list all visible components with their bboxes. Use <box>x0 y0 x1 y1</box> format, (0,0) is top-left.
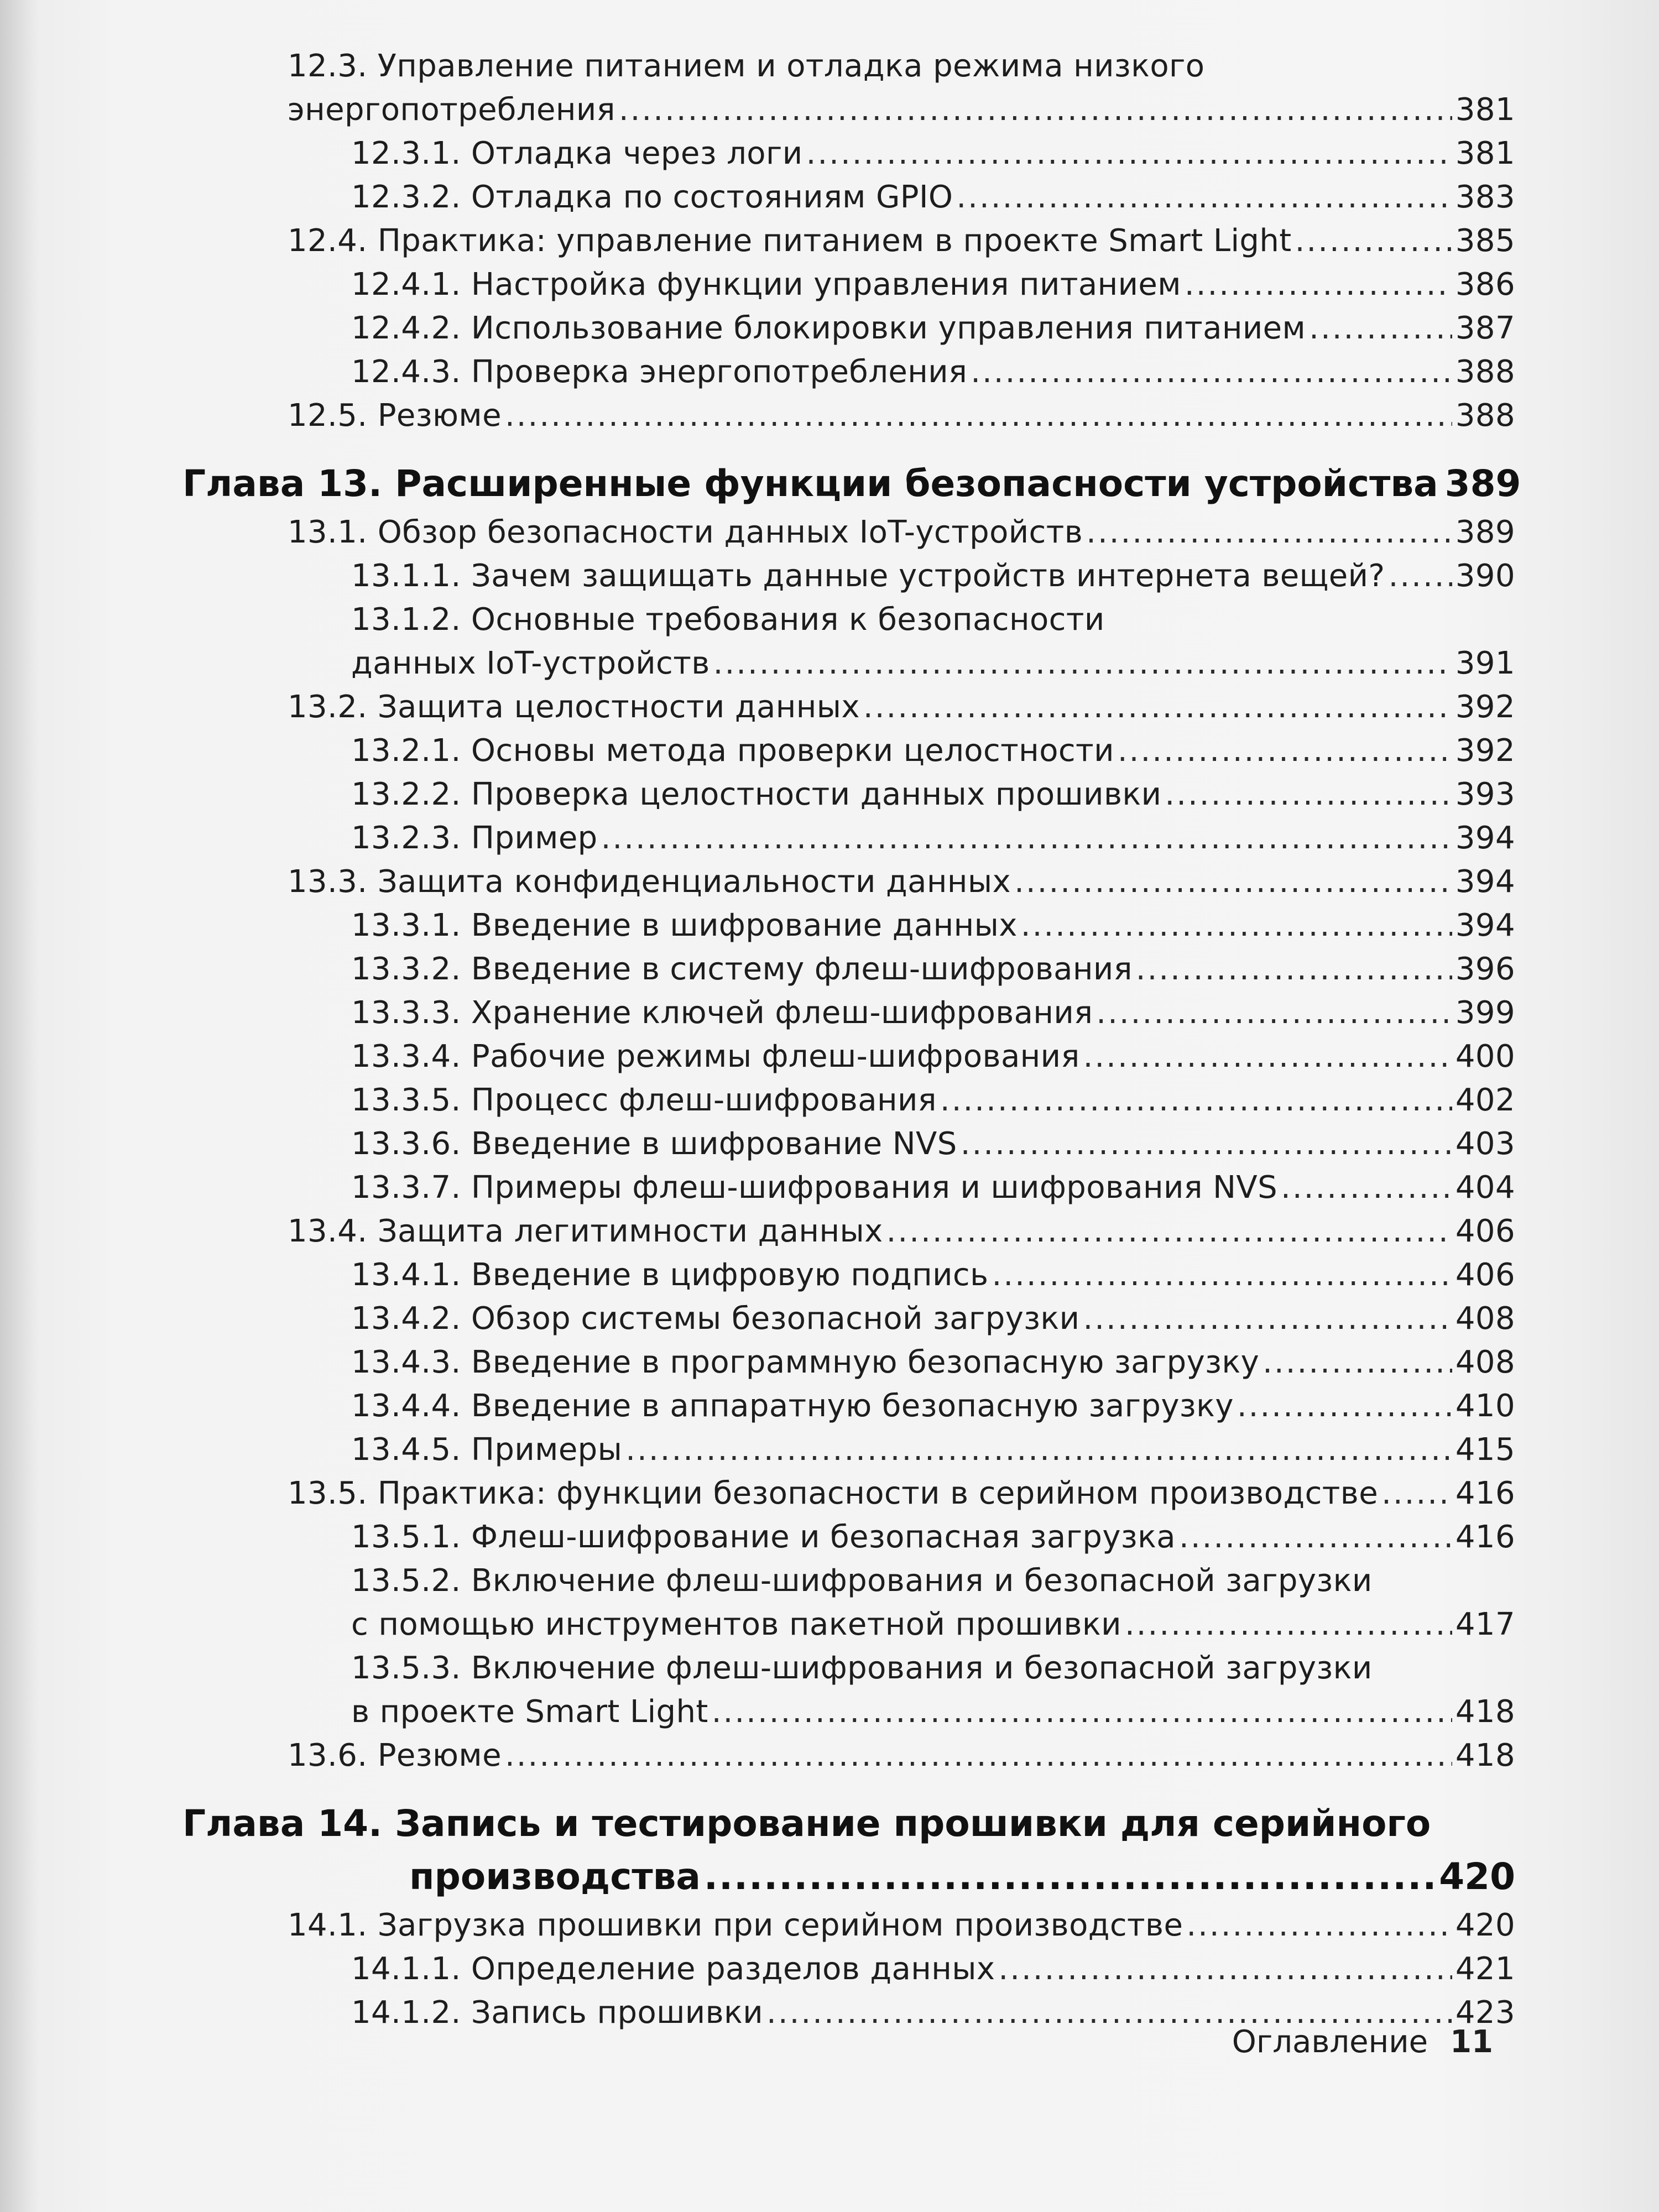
toc-entry-title: 13.1.1. Зачем защищать данные устройств интернета вещей? <box>351 558 1385 594</box>
toc-entry-12-3-2 <box>182 175 1515 219</box>
toc-page-number: 389 <box>1444 462 1521 505</box>
toc-entry-title: 13.5.1. Флеш-шифрование и безопасная загрузка <box>351 1519 1176 1555</box>
toc-entry-title: 13.4. Защита легитимности данных <box>288 1213 883 1249</box>
toc-chapter-title: Глава 13. Расширенные функции безопасности устройства <box>182 462 1438 505</box>
toc-leader-dots <box>1165 773 1452 816</box>
toc-entry-13-3-6 <box>182 1122 1515 1166</box>
toc-page-number: 394 <box>1455 820 1515 856</box>
toc-entry-13-5 <box>182 1472 1515 1515</box>
toc-leader-dots <box>1381 1472 1452 1515</box>
toc-page-number: 390 <box>1455 558 1515 594</box>
toc-entry-13-3-1 <box>182 904 1515 947</box>
toc-leader-dots <box>704 1850 1436 1903</box>
toc-page-number: 388 <box>1455 398 1515 434</box>
toc-entry-title: 13.1.2. Основные требования к безопасности <box>351 602 1105 638</box>
toc-leader-dots <box>1083 1297 1452 1340</box>
toc-chapter-title: Глава 14. Запись и тестирование прошивки для серийного <box>182 1802 1431 1845</box>
toc-page-number: 404 <box>1455 1170 1515 1206</box>
toc-entry-title: 13.4.4. Введение в аппаратную безопасную загрузку <box>351 1388 1234 1424</box>
toc-entry-title: 14.1. Загрузка прошивки при серийном производстве <box>288 1907 1183 1943</box>
toc-entry-title: 13.2.2. Проверка целостности данных прошивки <box>351 776 1162 812</box>
toc-entry-13-2-3 <box>182 816 1515 860</box>
toc-leader-dots <box>1179 1515 1452 1559</box>
page-edge-shadow <box>0 0 39 2212</box>
page-number: 11 <box>1450 2024 1493 2060</box>
toc-entry-13-4-2 <box>182 1297 1515 1340</box>
toc-entry-13-1 <box>182 510 1515 554</box>
toc-page-number: 388 <box>1455 354 1515 390</box>
toc-leader-dots <box>713 641 1452 685</box>
toc-page-number: 389 <box>1455 514 1515 550</box>
toc-page-number: 418 <box>1455 1694 1515 1730</box>
toc-entry-title: 13.3.7. Примеры флеш-шифрования и шифрования NVS <box>351 1170 1278 1206</box>
toc-entry-title: 13.3.2. Введение в систему флеш-шифрования <box>351 951 1133 987</box>
toc-page-number: 394 <box>1455 907 1515 943</box>
toc-page-number: 423 <box>1455 1995 1515 2031</box>
toc-entry-title: 13.2.1. Основы метода проверки целостности <box>351 733 1114 769</box>
toc-page-number: 392 <box>1455 689 1515 725</box>
toc-page-number: 406 <box>1455 1257 1515 1293</box>
toc-page-number: 400 <box>1455 1039 1515 1074</box>
toc-chapter-title: производства <box>409 1855 701 1898</box>
toc-page-number: 410 <box>1455 1388 1515 1424</box>
toc-page-number: 385 <box>1455 223 1515 259</box>
toc-entry-13-5-3-line1 <box>182 1646 1515 1690</box>
toc-page-number: 403 <box>1455 1126 1515 1162</box>
toc-chapter-14 <box>182 1850 1515 1903</box>
toc-leader-dots <box>1262 1340 1452 1384</box>
toc-leader-dots <box>619 88 1452 132</box>
toc-page-number: 396 <box>1455 951 1515 987</box>
toc-page-number: 408 <box>1455 1301 1515 1337</box>
toc-entry-title: 13.5.2. Включение флеш-шифрования и безопасной загрузки <box>351 1563 1373 1599</box>
toc-entry-title: 12.4. Практика: управление питанием в проекте Smart Light <box>288 223 1292 259</box>
toc-entry-title: 12.5. Резюме <box>288 398 502 434</box>
toc-leader-dots <box>1281 1166 1452 1209</box>
toc-leader-dots <box>961 1122 1452 1166</box>
toc-page-number: 381 <box>1455 92 1515 128</box>
toc-page-number: 383 <box>1455 179 1515 215</box>
toc-entry-12-4-2 <box>182 306 1515 350</box>
toc-entry-title: 13.3. Защита конфиденциальности данных <box>288 864 1011 900</box>
toc-entry-13-5-2 <box>182 1603 1515 1646</box>
toc-leader-dots <box>625 1428 1452 1472</box>
toc-leader-dots <box>505 394 1452 437</box>
toc-entry-12-3-1 <box>182 132 1515 175</box>
toc-leader-dots <box>712 1690 1452 1734</box>
toc-leader-dots <box>1389 554 1452 598</box>
toc-page-number: 408 <box>1455 1344 1515 1380</box>
toc-page-number: 406 <box>1455 1213 1515 1249</box>
toc-entry-title: 13.4.5. Примеры <box>351 1432 623 1468</box>
toc-leader-dots <box>1309 306 1452 350</box>
toc-leader-dots <box>601 816 1452 860</box>
toc-entry-12-4-3 <box>182 350 1515 394</box>
toc-entry-title: 12.3.1. Отладка через логи <box>351 135 803 171</box>
toc-page-number: 416 <box>1455 1519 1515 1555</box>
toc-leader-dots <box>1021 904 1452 947</box>
toc-entry-title: с помощью инструментов пакетной прошивки <box>351 1606 1121 1642</box>
toc-entry-title: 12.4.3. Проверка энергопотребления <box>351 354 968 390</box>
toc-entry-title: 13.3.6. Введение в шифрование NVS <box>351 1126 957 1162</box>
toc-leader-dots <box>1118 729 1452 773</box>
toc-leader-dots <box>940 1078 1452 1122</box>
toc-page-number: 392 <box>1455 733 1515 769</box>
toc-entry-13-3 <box>182 860 1515 904</box>
toc-leader-dots <box>992 1253 1452 1297</box>
toc-leader-dots <box>1096 991 1452 1035</box>
toc-entry-12-3 <box>182 88 1515 132</box>
toc-entry-13-2-2 <box>182 773 1515 816</box>
toc-chapter-13 <box>182 457 1521 510</box>
toc-page-number: 402 <box>1455 1082 1515 1118</box>
toc-entry-title: 13.3.1. Введение в шифрование данных <box>351 907 1018 943</box>
toc-entry-13-5-2-line1 <box>182 1559 1515 1603</box>
toc-entry-13-6 <box>182 1734 1515 1777</box>
toc-entry-13-2 <box>182 685 1515 729</box>
toc-entry-12-3-line1 <box>182 44 1515 88</box>
running-footer-title: Оглавление <box>1232 2024 1428 2060</box>
toc-entry-13-3-4 <box>182 1035 1515 1078</box>
toc-entry-13-3-7 <box>182 1166 1515 1209</box>
toc-leader-dots <box>863 685 1452 729</box>
toc-entry-title: 13.3.5. Процесс флеш-шифрования <box>351 1082 937 1118</box>
toc-entry-title: 12.4.1. Настройка функции управления питанием <box>351 267 1181 302</box>
toc-entry-13-1-2 <box>182 641 1515 685</box>
toc-entry-title: данных IoT-устройств <box>351 645 710 681</box>
toc-entry-title: 12.3. Управление питанием и отладка режима низкого <box>288 48 1205 84</box>
toc-entry-title: 13.5. Практика: функции безопасности в серийном производстве <box>288 1475 1379 1511</box>
toc-entry-12-4-1 <box>182 263 1515 306</box>
toc-entry-13-3-5 <box>182 1078 1515 1122</box>
toc-page-number: 421 <box>1455 1951 1515 1987</box>
toc-page-number: 393 <box>1455 776 1515 812</box>
toc-leader-dots <box>1237 1384 1452 1428</box>
toc-leader-dots <box>1083 1035 1452 1078</box>
toc-entry-13-2-1 <box>182 729 1515 773</box>
toc-entry-title: 12.3.2. Отладка по состояниям GPIO <box>351 179 953 215</box>
toc-entry-title: 12.4.2. Использование блокировки управления питанием <box>351 310 1306 346</box>
toc-leader-dots <box>1125 1603 1452 1646</box>
toc-entry-13-4-4 <box>182 1384 1515 1428</box>
toc-leader-dots <box>1186 1903 1452 1947</box>
toc-page-number: 399 <box>1455 995 1515 1031</box>
toc-page-number: 420 <box>1439 1855 1515 1898</box>
toc-entry-13-5-3 <box>182 1690 1515 1734</box>
toc-page-number: 415 <box>1455 1432 1515 1468</box>
toc-entry-title: 13.3.3. Хранение ключей флеш-шифрования <box>351 995 1093 1031</box>
page-footer <box>1232 2024 1493 2060</box>
toc-page-number: 420 <box>1455 1907 1515 1943</box>
toc-entry-title: 13.2. Защита целостности данных <box>288 689 860 725</box>
toc-entry-13-4-5 <box>182 1428 1515 1472</box>
toc-leader-dots <box>971 350 1452 394</box>
toc-entry-13-3-3 <box>182 991 1515 1035</box>
toc-leader-dots <box>1185 263 1452 306</box>
toc-entry-13-1-1 <box>182 554 1515 598</box>
toc-entry-13-4-1 <box>182 1253 1515 1297</box>
toc-leader-dots <box>1295 219 1452 263</box>
toc-page-number: 391 <box>1455 645 1515 681</box>
toc-leader-dots <box>505 1734 1452 1777</box>
toc-entry-12-5 <box>182 394 1515 437</box>
toc-entry-13-3-2 <box>182 947 1515 991</box>
toc-entry-title: 13.5.3. Включение флеш-шифрования и безопасной загрузки <box>351 1650 1373 1686</box>
toc-page-number: 416 <box>1455 1475 1515 1511</box>
toc-leader-dots <box>1136 947 1452 991</box>
toc-leader-dots <box>806 132 1452 175</box>
toc-entry-title: 13.2.3. Пример <box>351 820 598 856</box>
toc-entry-title: 14.1.1. Определение разделов данных <box>351 1951 995 1987</box>
toc-entry-13-1-2-line1 <box>182 598 1515 641</box>
toc-page-number: 418 <box>1455 1738 1515 1773</box>
toc-leader-dots <box>1086 510 1452 554</box>
toc-entry-title: 13.4.3. Введение в программную безопасную загрузку <box>351 1344 1260 1380</box>
toc-entry-14-1 <box>182 1903 1515 1947</box>
toc-entry-title: 13.4.1. Введение в цифровую подпись <box>351 1257 989 1293</box>
toc-leader-dots <box>956 175 1452 219</box>
toc-page-number: 387 <box>1455 310 1515 346</box>
toc-leader-dots <box>1014 860 1452 904</box>
toc-entry-12-4 <box>182 219 1515 263</box>
toc-page-number: 386 <box>1455 267 1515 302</box>
toc-leader-dots <box>886 1209 1452 1253</box>
toc-entry-title: 14.1.2. Запись прошивки <box>351 1995 764 2031</box>
toc-entry-13-4-3 <box>182 1340 1515 1384</box>
toc-entry-title: энергопотребления <box>288 92 615 128</box>
toc-page-number: 394 <box>1455 864 1515 900</box>
toc-entry-title: 13.4.2. Обзор системы безопасной загрузки <box>351 1301 1080 1337</box>
toc-entry-title: 13.6. Резюме <box>288 1738 502 1773</box>
toc-entry-13-4 <box>182 1209 1515 1253</box>
toc-page-number: 417 <box>1455 1606 1515 1642</box>
toc-entry-title: в проекте Smart Light <box>351 1694 708 1730</box>
toc-chapter-14-line1 <box>182 1797 1515 1850</box>
toc-entry-title: 13.3.4. Рабочие режимы флеш-шифрования <box>351 1039 1080 1074</box>
table-of-contents <box>182 44 1521 2034</box>
toc-page-number: 381 <box>1455 135 1515 171</box>
toc-entry-title: 13.1. Обзор безопасности данных IoT-устройств <box>288 514 1083 550</box>
toc-entry-13-5-1 <box>182 1515 1515 1559</box>
toc-entry-14-1-1 <box>182 1947 1515 1991</box>
toc-leader-dots <box>998 1947 1452 1991</box>
